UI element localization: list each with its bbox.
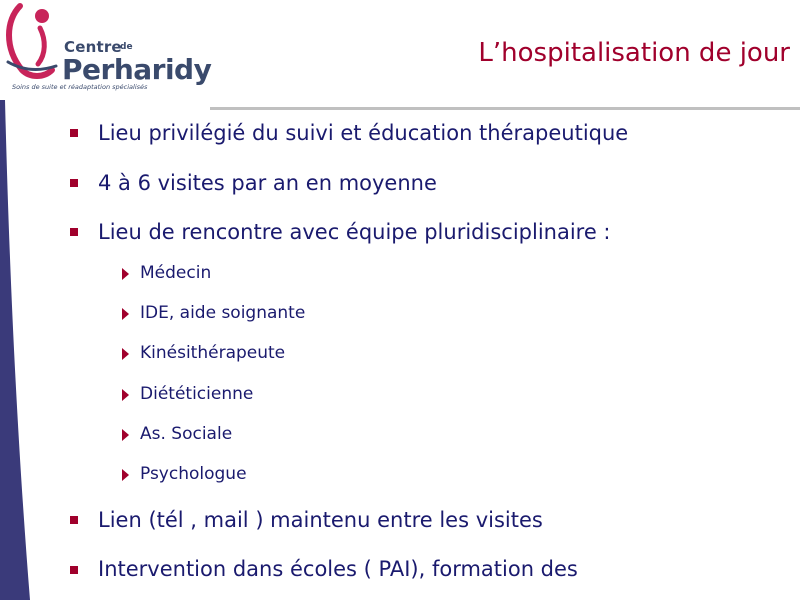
sub-bullet-marker [122,308,129,320]
bullet-marker [70,566,78,574]
bullet-item: Intervention dans écoles ( PAI), formation des [98,557,578,581]
logo-de-text: de [120,42,133,52]
bullet-marker [70,129,78,137]
bullet-item: Lien (tél , mail ) maintenu entre les visites [98,508,543,532]
slide-title: L’hospitalisation de jour [478,38,790,68]
logo-name-text: Perharidy [62,53,212,86]
bullet-marker [70,179,78,187]
sub-bullet-marker [122,429,129,441]
sub-bullet-marker [122,268,129,280]
sub-bullet-marker [122,469,129,481]
bullet-item: 4 à 6 visites par an en moyenne [98,171,437,195]
sub-bullet-marker [122,389,129,401]
logo-tagline: Soins de suite et réadaptation spécialisés [12,83,148,91]
bullet-marker [70,228,78,236]
bullet-marker [70,516,78,524]
sub-bullet-item: Kinésithérapeute [140,343,286,363]
sub-bullet-item: IDE, aide soignante [140,303,306,323]
sub-bullet-marker [122,348,129,360]
sub-bullet-item: As. Sociale [140,424,233,444]
bullet-item: Lieu de rencontre avec équipe pluridisciplinaire : [98,220,611,244]
sub-bullet-item: Médecin [140,263,212,283]
logo-centre-text: Centre [64,38,122,56]
bullet-item: Lieu privilégié du suivi et éducation thérapeutique [98,121,629,145]
sub-bullet-item: Psychologue [140,464,247,484]
sub-bullet-item: Diététicienne [140,384,254,404]
